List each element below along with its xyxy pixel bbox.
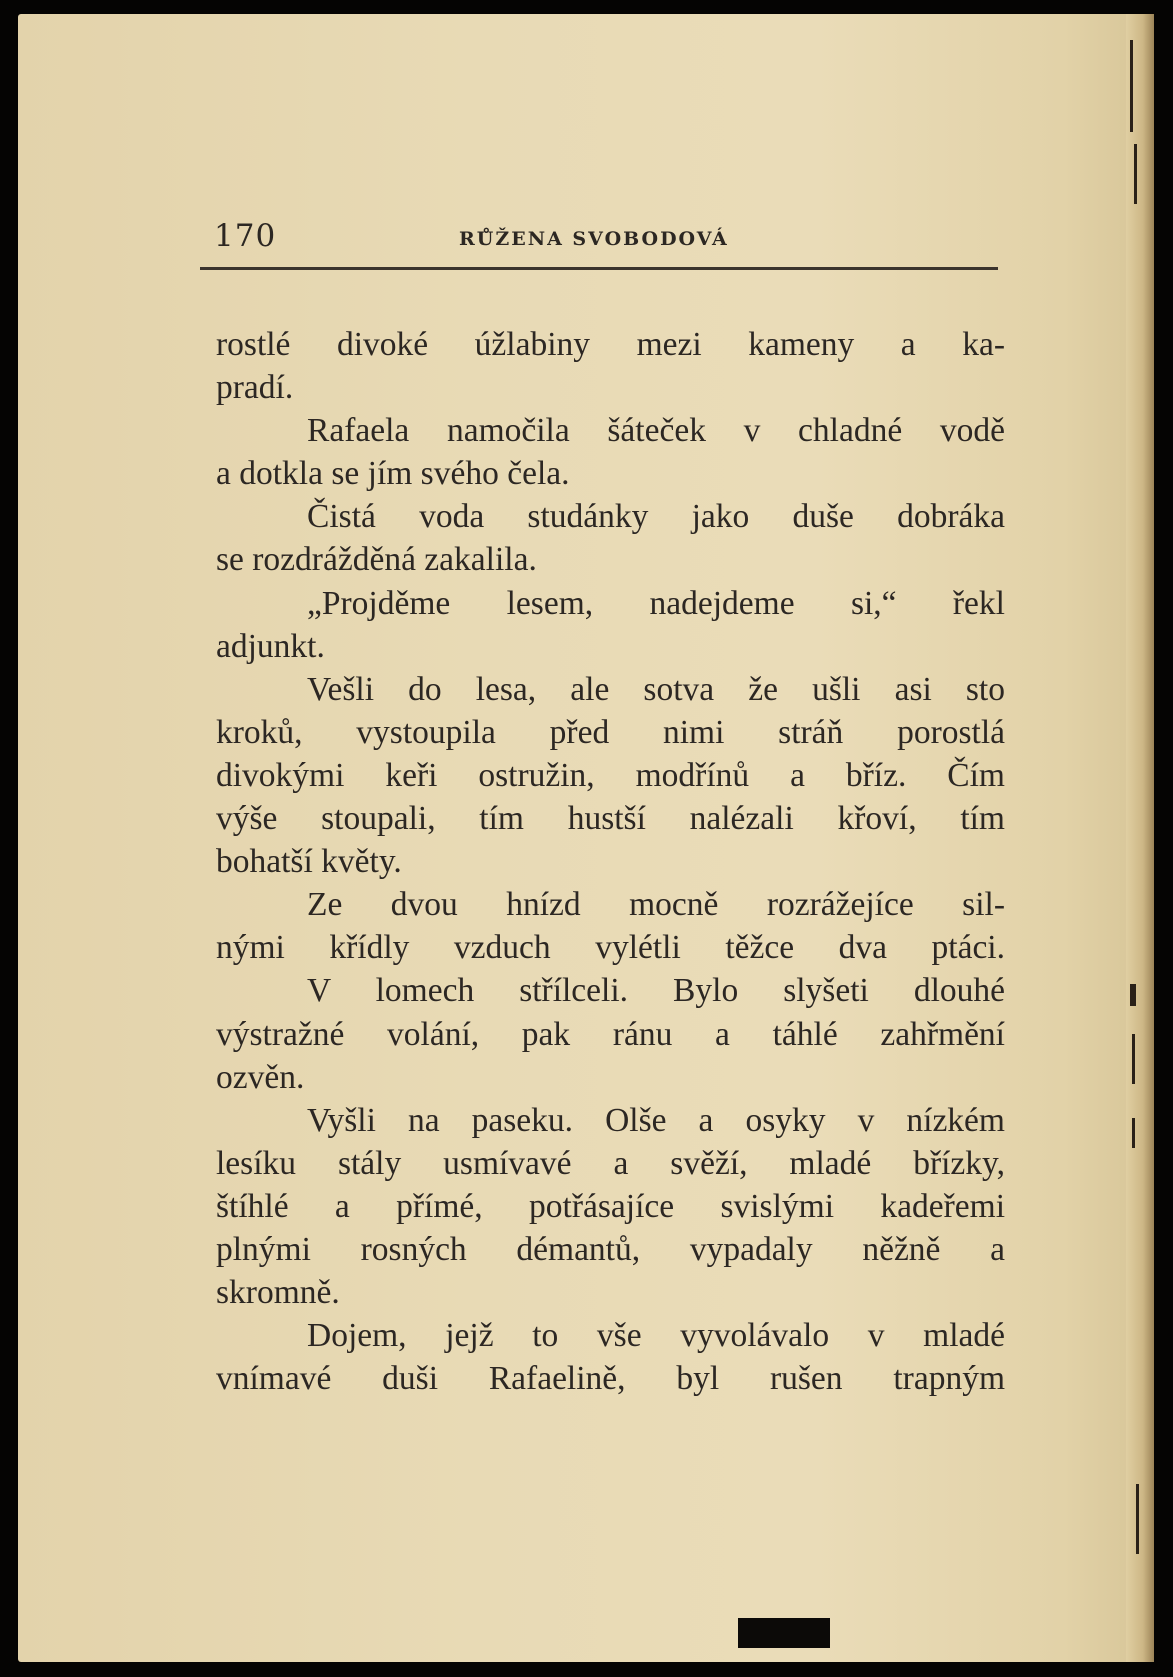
page-number: 170 <box>214 218 277 254</box>
text-line: bohatší květy. <box>216 843 402 881</box>
text-line: plnými rosných démantů, vypadaly něžně a <box>216 1230 1005 1268</box>
text-line: nými křídly vzduch vylétli těžce dva ptáci. <box>216 929 1005 967</box>
text-line: lesíku stály usmívavé a svěží, mladé břízky, <box>216 1144 1005 1182</box>
text-line: adjunkt. <box>216 627 325 665</box>
text-line: skromně. <box>216 1274 340 1312</box>
text-line: pradí. <box>216 369 294 407</box>
text-line: Rafaela namočila šáteček v chladné vodě <box>307 412 1005 450</box>
text-line: vnímavé duši Rafaelině, byl rušen trapným <box>216 1360 1005 1398</box>
text-line: V lomech střílceli. Bylo slyšeti dlouhé <box>307 972 1005 1010</box>
edge-mark <box>1132 1034 1135 1084</box>
binding-shadow <box>738 1618 830 1648</box>
edge-mark <box>1136 1484 1139 1554</box>
page-header <box>196 218 936 258</box>
text-line: kroků, vystoupila před nimi stráň porostlá <box>216 713 1005 751</box>
edge-mark <box>1130 984 1136 1006</box>
text-line: štíhlé a přímé, potřásajíce svislými kadeřemi <box>216 1187 1005 1225</box>
text-line: rostlé divoké úžlabiny mezi kameny a ka- <box>216 326 1005 363</box>
text-line: divokými keři ostružin, modřínů a bříz. Čím <box>216 756 1005 794</box>
text-line: Vešli do lesa, ale sotva že ušli asi sto <box>307 670 1005 708</box>
header-rule <box>200 267 998 270</box>
edge-mark <box>1130 40 1133 132</box>
text-line: Čistá voda studánky jako duše dobráka <box>307 498 1005 536</box>
text-line: Vyšli na paseku. Olše a osyky v nízkém <box>307 1101 1005 1139</box>
text-line: Ze dvou hnízd mocně rozrážejíce sil- <box>307 886 1005 924</box>
text-line: Dojem, jejž to vše vyvolávalo v mladé <box>307 1317 1005 1355</box>
edge-mark <box>1132 1118 1135 1148</box>
running-title: RŮŽENA SVOBODOVÁ <box>459 228 729 250</box>
text-line: „Projděme lesem, nadejdeme si,“ řekl <box>307 584 1005 622</box>
text-line: a dotkla se jím svého čela. <box>216 455 570 493</box>
page-edge <box>1126 14 1154 1662</box>
text-line: výstražné volání, pak ránu a táhlé zahřmění <box>216 1015 1005 1053</box>
text-line: se rozdrážděná zakalila. <box>216 541 537 579</box>
edge-mark <box>1134 144 1137 204</box>
text-line: výše stoupali, tím hustší nalézali křoví, tím <box>216 800 1005 838</box>
body-text <box>216 323 1005 1400</box>
text-line: ozvěn. <box>216 1058 305 1096</box>
